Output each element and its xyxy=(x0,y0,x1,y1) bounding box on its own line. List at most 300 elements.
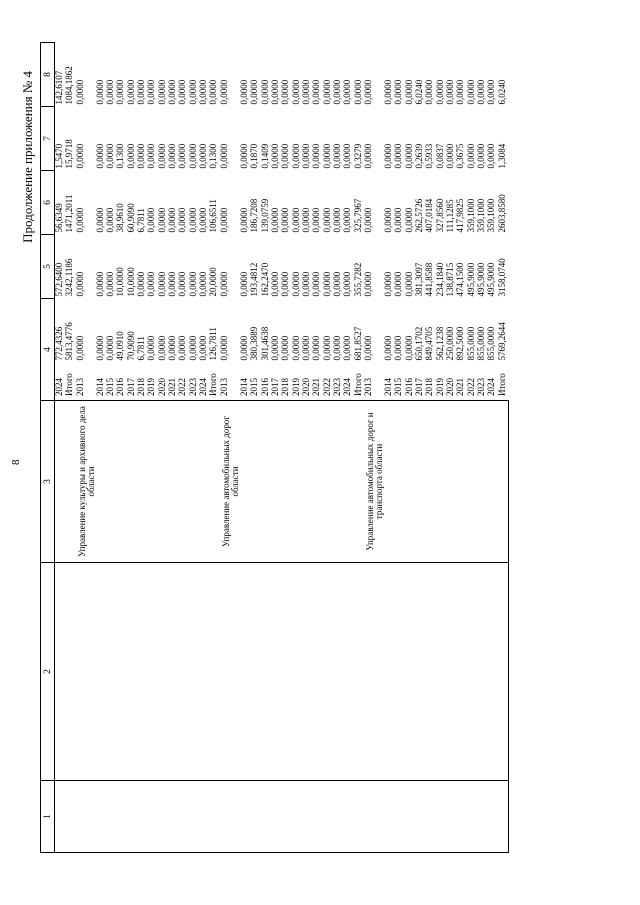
value-cell: 0,0000 xyxy=(321,207,332,233)
header-cell: 3 xyxy=(41,401,55,563)
value-cell: 0,0000 xyxy=(393,79,404,105)
value-cell: 0,0000 xyxy=(393,271,404,297)
column-1-cell xyxy=(250,781,260,853)
column-1-cell xyxy=(147,781,157,853)
value-cell: 0,0000 xyxy=(300,143,311,169)
header-cell: 1 xyxy=(41,781,55,853)
column-2-cell xyxy=(199,563,209,781)
column-1-cell xyxy=(323,781,333,853)
column-2-cell xyxy=(76,563,96,781)
value-cell: 0,0000 xyxy=(177,79,188,105)
value-cell: 0,0000 xyxy=(465,143,476,169)
column-2-cell xyxy=(467,563,477,781)
value-cell: 0,0000 xyxy=(146,79,157,105)
agency-cell xyxy=(323,401,333,563)
value-cell: 106,6511 xyxy=(208,199,219,233)
column-2-cell xyxy=(343,563,353,781)
value-cell: 0,0000 xyxy=(74,207,85,233)
column-2-cell xyxy=(302,563,312,781)
agency-cell xyxy=(116,401,126,563)
agency-cell xyxy=(394,401,404,563)
value-cell: 0,0000 xyxy=(321,79,332,105)
value-cell: 0,0000 xyxy=(94,335,105,361)
value-cell: 0,0000 xyxy=(198,335,209,361)
agency-cell: Управление автомобильных дорог области xyxy=(220,401,240,563)
value-cell: 0,0000 xyxy=(465,79,476,105)
column-1-cell xyxy=(106,781,116,853)
value-cell: 0,0000 xyxy=(342,79,353,105)
value-cell: 0,0000 xyxy=(342,335,353,361)
value-cell: 0,0000 xyxy=(331,143,342,169)
column-1-cell xyxy=(76,781,96,853)
table-body xyxy=(55,43,509,853)
agency-cell xyxy=(498,401,509,563)
value-cell: 0,0000 xyxy=(105,271,116,297)
value-cell: 0,0000 xyxy=(311,271,322,297)
value-cell: 0,0000 xyxy=(362,271,373,297)
value-cell: 0,0000 xyxy=(300,207,311,233)
annex-title: Продолжение приложения № 4 xyxy=(20,71,35,243)
value-cell: 327,8560 xyxy=(434,198,445,233)
value-cell: 0,0000 xyxy=(74,79,85,105)
value-cell: 0,0000 xyxy=(342,271,353,297)
value-cell: 6,7811 xyxy=(136,208,147,233)
year-cell: 2019 xyxy=(434,378,445,396)
value-cell: 0,0000 xyxy=(476,143,487,169)
value-cell: 0,0000 xyxy=(455,79,466,105)
value-cell: 0,0000 xyxy=(259,79,270,105)
year-cell: 2018 xyxy=(136,378,147,396)
value-cell: 0,0000 xyxy=(290,207,301,233)
column-2-cell xyxy=(250,563,260,781)
value-cell: 0,0000 xyxy=(105,207,116,233)
value-cell: 0,0000 xyxy=(269,79,280,105)
value-cell: 0,0000 xyxy=(94,143,105,169)
value-cell: 0,0000 xyxy=(382,335,393,361)
value-cell: 6,7811 xyxy=(136,336,147,361)
column-1-cell xyxy=(168,781,178,853)
agency-cell xyxy=(178,401,188,563)
agency-cell xyxy=(65,401,75,563)
year-cell: Итого xyxy=(352,373,363,396)
column-1-cell xyxy=(456,781,466,853)
value-cell: 234,1840 xyxy=(434,262,445,297)
year-cell: 2018 xyxy=(280,378,291,396)
column-2-cell xyxy=(405,563,415,781)
value-cell: 0,0000 xyxy=(187,79,198,105)
value-cell: 6,0240 xyxy=(413,79,424,105)
agency-cell xyxy=(250,401,260,563)
value-cell: 0,0000 xyxy=(342,143,353,169)
year-cell: 2024 xyxy=(486,378,497,396)
value-cell: 186,7208 xyxy=(249,198,260,233)
column-1-cell xyxy=(116,781,126,853)
table-row xyxy=(76,43,96,853)
value-cell: 474,1500 xyxy=(455,262,466,297)
value-cell: 0,0000 xyxy=(187,207,198,233)
column-2-cell xyxy=(127,563,137,781)
value-cell: 0,0000 xyxy=(331,271,342,297)
value-cell: 0,0000 xyxy=(300,79,311,105)
value-cell: 0,0000 xyxy=(280,335,291,361)
year-cell: Итого xyxy=(208,373,219,396)
year-cell: 2020 xyxy=(445,378,455,396)
agency-cell xyxy=(147,401,157,563)
year-cell: 2022 xyxy=(465,378,476,396)
column-1-cell xyxy=(261,781,271,853)
agency-cell: Управление культуры и архивного дела области xyxy=(76,401,96,563)
column-1-cell xyxy=(333,781,343,853)
value-cell: 0,0000 xyxy=(156,207,167,233)
column-1-cell xyxy=(199,781,209,853)
column-1-cell xyxy=(354,781,364,853)
agency-cell xyxy=(384,401,394,563)
column-2-cell xyxy=(106,563,116,781)
value-cell: 0,0000 xyxy=(74,143,85,169)
value-cell: 60,9090 xyxy=(125,203,136,233)
column-1-cell xyxy=(209,781,219,853)
column-2-cell xyxy=(178,563,188,781)
column-2-cell xyxy=(147,563,157,781)
value-cell: 0,0000 xyxy=(280,79,291,105)
value-cell: 0,0000 xyxy=(94,207,105,233)
column-2-cell xyxy=(96,563,106,781)
header-cell: 5 xyxy=(41,235,55,299)
column-2-cell xyxy=(384,563,394,781)
agency-cell xyxy=(271,401,281,563)
year-cell: 2023 xyxy=(476,378,487,396)
value-cell: 142,6107 xyxy=(54,70,64,105)
column-2-cell xyxy=(116,563,126,781)
value-cell: 0,0000 xyxy=(249,79,260,105)
value-cell: 5769,2644 xyxy=(496,322,507,361)
agency-cell xyxy=(446,401,456,563)
year-cell: 2016 xyxy=(403,378,414,396)
value-cell: 0,0000 xyxy=(362,335,373,361)
value-cell: 0,0000 xyxy=(94,271,105,297)
value-cell: 0,0000 xyxy=(146,207,157,233)
agency-cell xyxy=(281,401,291,563)
value-cell: 0,0000 xyxy=(445,79,455,105)
value-cell: 0,0000 xyxy=(187,335,198,361)
column-1-cell xyxy=(96,781,106,853)
agency-cell xyxy=(240,401,250,563)
value-cell: 0,0000 xyxy=(136,271,147,297)
column-1-cell xyxy=(281,781,291,853)
agency-cell xyxy=(343,401,353,563)
column-1-cell xyxy=(158,781,168,853)
value-cell: 0,0000 xyxy=(269,207,280,233)
value-cell: 0,0000 xyxy=(177,207,188,233)
value-cell: 380,3889 xyxy=(249,326,260,361)
year-cell: 2015 xyxy=(249,378,260,396)
value-cell: 0,0000 xyxy=(311,335,322,361)
column-2-cell xyxy=(158,563,168,781)
value-cell: 0,0000 xyxy=(269,335,280,361)
year-cell: 2022 xyxy=(321,378,332,396)
column-2-cell xyxy=(168,563,178,781)
agency-cell xyxy=(168,401,178,563)
value-cell: 0,0000 xyxy=(290,335,301,361)
value-cell: 0,0000 xyxy=(218,271,229,297)
column-2-cell xyxy=(477,563,487,781)
value-cell: 0,0000 xyxy=(403,79,414,105)
value-cell: 0,1870 xyxy=(249,143,260,169)
column-1-cell xyxy=(302,781,312,853)
agency-cell xyxy=(158,401,168,563)
value-cell: 0,0000 xyxy=(105,143,116,169)
value-cell: 2603,8580 xyxy=(496,194,507,233)
agency-cell xyxy=(477,401,487,563)
value-cell: 6,0240 xyxy=(496,79,507,105)
value-cell: 0,0000 xyxy=(424,79,435,105)
column-1-cell xyxy=(292,781,302,853)
column-2-cell xyxy=(281,563,291,781)
agency-cell xyxy=(467,401,477,563)
column-2-cell xyxy=(446,563,456,781)
value-cell: 0,0000 xyxy=(218,143,229,169)
value-cell: 0,0000 xyxy=(393,335,404,361)
value-cell: 0,0000 xyxy=(125,79,136,105)
agency-cell xyxy=(354,401,364,563)
agency-cell xyxy=(209,401,219,563)
header-cell: 2 xyxy=(41,563,55,781)
header-cell: 7 xyxy=(41,107,55,171)
year-cell: 2014 xyxy=(94,378,105,396)
year-cell: 2017 xyxy=(125,378,136,396)
column-1-cell xyxy=(436,781,446,853)
value-cell: 0,1409 xyxy=(259,143,270,169)
column-2-cell xyxy=(55,563,66,781)
agency-cell xyxy=(106,401,116,563)
agency-cell: Управление автомобильных дорог и транспорта области xyxy=(364,401,384,563)
year-cell: 2021 xyxy=(167,378,178,396)
column-1-cell xyxy=(425,781,435,853)
value-cell: 301,4638 xyxy=(259,326,270,361)
value-cell: 0,0000 xyxy=(156,143,167,169)
value-cell: 0,0000 xyxy=(167,335,178,361)
value-cell: 0,0000 xyxy=(393,207,404,233)
value-cell: 0,1300 xyxy=(208,143,219,169)
value-cell: 0,0000 xyxy=(167,143,178,169)
column-1-cell xyxy=(384,781,394,853)
year-cell: 2024 xyxy=(342,378,353,396)
column-2-cell xyxy=(220,563,240,781)
year-cell: 2018 xyxy=(424,378,435,396)
value-cell: 441,8588 xyxy=(424,262,435,297)
value-cell: 325,7967 xyxy=(352,198,363,233)
value-cell: 138,8715 xyxy=(445,262,455,297)
value-cell: 0,0000 xyxy=(403,143,414,169)
agency-cell xyxy=(302,401,312,563)
column-1-cell xyxy=(137,781,147,853)
value-cell: 0,0000 xyxy=(300,335,311,361)
agency-cell xyxy=(137,401,147,563)
value-cell: 0,0000 xyxy=(238,207,249,233)
table-row xyxy=(250,43,260,853)
column-1-cell xyxy=(220,781,240,853)
column-2-cell xyxy=(65,563,75,781)
value-cell: 0,0000 xyxy=(321,335,332,361)
value-cell: 162,2470 xyxy=(259,262,270,297)
year-cell: 2020 xyxy=(300,378,311,396)
value-cell: 0,0000 xyxy=(403,207,414,233)
value-cell: 0,0000 xyxy=(238,335,249,361)
value-cell: 772,4326 xyxy=(54,326,64,361)
value-cell: 0,0000 xyxy=(105,335,116,361)
year-cell: 2019 xyxy=(146,378,157,396)
agency-cell xyxy=(127,401,137,563)
value-cell: 0,0000 xyxy=(382,143,393,169)
value-cell: 0,0000 xyxy=(177,271,188,297)
agency-cell xyxy=(487,401,497,563)
value-cell: 0,0000 xyxy=(136,143,147,169)
value-cell: 0,0000 xyxy=(393,143,404,169)
year-cell: 2023 xyxy=(187,378,198,396)
value-cell: 0,0000 xyxy=(167,79,178,105)
value-cell: 3158,0740 xyxy=(496,258,507,297)
year-cell: 2017 xyxy=(413,378,424,396)
value-cell: 0,0000 xyxy=(146,335,157,361)
value-cell: 417,9825 xyxy=(455,198,466,233)
value-cell: 20,0000 xyxy=(208,267,219,297)
column-2-cell xyxy=(189,563,199,781)
column-1-cell xyxy=(498,781,509,853)
column-1-cell xyxy=(364,781,384,853)
agency-cell xyxy=(425,401,435,563)
year-cell: 2021 xyxy=(455,378,466,396)
table-row xyxy=(281,43,291,853)
value-cell: 0,0000 xyxy=(311,79,322,105)
year-cell: 2013 xyxy=(362,378,373,396)
value-cell: 1,3084 xyxy=(496,143,507,169)
value-cell: 0,0000 xyxy=(300,271,311,297)
column-2-cell xyxy=(487,563,497,781)
value-cell: 38,9610 xyxy=(115,203,126,233)
value-cell: 855,0000 xyxy=(486,326,497,361)
column-2-cell xyxy=(394,563,404,781)
value-cell: 15,9718 xyxy=(64,139,75,169)
value-cell: 0,0000 xyxy=(156,271,167,297)
value-cell: 0,0000 xyxy=(382,79,393,105)
column-2-cell xyxy=(354,563,364,781)
year-cell: 2024 xyxy=(54,378,64,396)
value-cell: 0,0000 xyxy=(403,271,414,297)
column-1-cell xyxy=(271,781,281,853)
value-cell: 849,4705 xyxy=(424,326,435,361)
value-cell: 0,0000 xyxy=(125,143,136,169)
value-cell: 0,0000 xyxy=(352,79,363,105)
value-cell: 5813,4776 xyxy=(64,322,75,361)
value-cell: 0,0000 xyxy=(321,271,332,297)
value-cell: 495,9000 xyxy=(476,262,487,297)
column-1-cell xyxy=(312,781,322,853)
value-cell: 0,0000 xyxy=(238,271,249,297)
year-cell: 2021 xyxy=(311,378,322,396)
value-cell: 0,0000 xyxy=(290,79,301,105)
value-cell: 49,0910 xyxy=(115,331,126,361)
year-cell: 2023 xyxy=(331,378,342,396)
value-cell: 0,0000 xyxy=(198,79,209,105)
agency-cell xyxy=(405,401,415,563)
value-cell: 0,1300 xyxy=(115,143,126,169)
value-cell: 0,0000 xyxy=(167,207,178,233)
column-1-cell xyxy=(55,781,66,853)
value-cell: 0,0000 xyxy=(311,207,322,233)
agency-cell xyxy=(456,401,466,563)
value-cell: 359,1000 xyxy=(486,198,497,233)
column-2-cell xyxy=(364,563,384,781)
value-cell: 0,0000 xyxy=(105,79,116,105)
column-2-cell xyxy=(415,563,425,781)
value-cell: 0,0000 xyxy=(198,207,209,233)
agency-cell xyxy=(312,401,322,563)
value-cell: 0,0000 xyxy=(290,143,301,169)
column-1-cell xyxy=(405,781,415,853)
agency-cell xyxy=(199,401,209,563)
column-2-cell xyxy=(333,563,343,781)
column-1-cell xyxy=(127,781,137,853)
value-cell: 0,0000 xyxy=(362,143,373,169)
agency-cell xyxy=(415,401,425,563)
value-cell: 0,3675 xyxy=(455,143,466,169)
year-cell: Итого xyxy=(496,373,507,396)
value-cell: 572,6400 xyxy=(54,262,64,297)
value-cell: 0,0000 xyxy=(238,79,249,105)
value-cell: 0,0000 xyxy=(331,79,342,105)
value-cell: 0,0000 xyxy=(382,207,393,233)
column-2-cell xyxy=(323,563,333,781)
header-cell: 4 xyxy=(41,299,55,401)
value-cell: 681,8527 xyxy=(352,326,363,361)
header-cell: 8 xyxy=(41,43,55,107)
value-cell: 0,0000 xyxy=(280,207,291,233)
column-2-cell xyxy=(240,563,250,781)
column-2-cell xyxy=(425,563,435,781)
value-cell: 1084,1862 xyxy=(64,66,75,105)
column-2-cell xyxy=(456,563,466,781)
value-cell: 0,0000 xyxy=(177,335,188,361)
column-1-cell xyxy=(178,781,188,853)
value-cell: 0,0000 xyxy=(362,79,373,105)
table-row xyxy=(498,43,509,853)
value-cell: 0,0000 xyxy=(280,271,291,297)
value-cell: 381,3097 xyxy=(413,262,424,297)
value-cell: 0,0000 xyxy=(187,271,198,297)
header-row xyxy=(41,43,55,853)
value-cell: 0,0000 xyxy=(342,207,353,233)
value-cell: 855,0000 xyxy=(465,326,476,361)
agency-cell xyxy=(333,401,343,563)
value-cell: 0,0000 xyxy=(331,335,342,361)
value-cell: 0,0000 xyxy=(331,207,342,233)
year-cell: 2022 xyxy=(177,378,188,396)
table-row xyxy=(312,43,322,853)
value-cell: 10,0000 xyxy=(125,267,136,297)
value-cell: 0,0000 xyxy=(269,143,280,169)
agency-cell xyxy=(189,401,199,563)
value-cell: 0,0000 xyxy=(198,143,209,169)
column-1-cell xyxy=(394,781,404,853)
value-cell: 111,1285 xyxy=(445,199,455,233)
agency-cell xyxy=(436,401,446,563)
value-cell: 262,5726 xyxy=(413,198,424,233)
value-cell: 193,4812 xyxy=(249,262,260,297)
column-1-cell xyxy=(487,781,497,853)
table-row xyxy=(364,43,384,853)
value-cell: 359,1000 xyxy=(476,198,487,233)
value-cell: 0,0000 xyxy=(156,335,167,361)
